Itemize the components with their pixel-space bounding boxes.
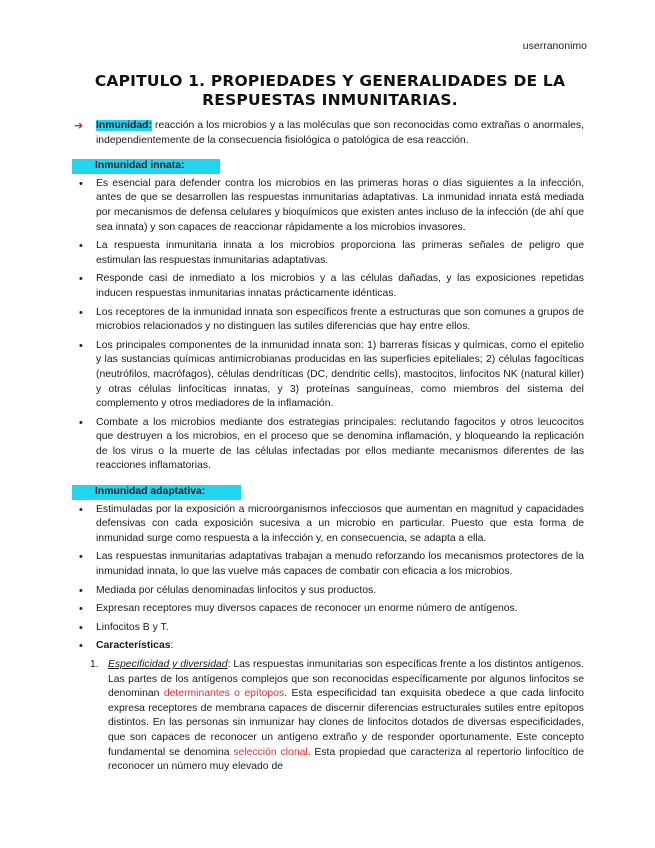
list-item [72, 272, 584, 301]
bullet-dot-icon: • [79, 339, 83, 352]
caracteristicas-label: Características [96, 640, 171, 652]
caracteristicas-list [72, 658, 584, 775]
intro-paragraph [72, 119, 584, 148]
item-term: Especificidad y diversidad [108, 659, 228, 670]
item-text-3: . Esta propiedad que caracteriza al repertorio linfocítico de reconocer un número muy elevado de [108, 746, 584, 773]
list-item [72, 584, 584, 599]
intro-term: Inmunidad: [96, 120, 152, 131]
list-item-text: Los receptores de la inmunidad innata son específicos frente a estructuras que son comunes a grupos de microbios relacionados y no distinguen las sutiles diferencias que hay entre ellos. [96, 306, 584, 333]
list-item [72, 658, 584, 775]
list-item-text: Mediada por células denominadas linfocitos y sus productos. [96, 584, 377, 596]
list-item [72, 621, 584, 636]
list-item-text: Responde casi de inmediato a los microbios y a las células dañadas, y las exposiciones repetidas inducen respuestas inmunitarias innatas prácticamente idénticas. [96, 273, 584, 299]
arrow-bullet-icon: ➜ [74, 120, 84, 132]
item-text-1: : Las respuestas inmunitarias son específicas frente a los distintos antígenos. Las partes de los antígenos complejos que son reconocidas específicamente por algunos linfocitos se denominan [108, 659, 584, 700]
list-item [72, 503, 584, 547]
document-body [72, 119, 584, 775]
bullet-dot-icon: • [79, 273, 83, 286]
item-number: 1. [90, 659, 99, 670]
caracteristicas-colon: : [170, 640, 174, 652]
adaptativa-list [72, 503, 584, 654]
list-item [72, 602, 584, 617]
adaptativa-heading: Inmunidad adaptativa: [72, 485, 241, 500]
bullet-dot-icon: • [79, 240, 83, 253]
list-item-text: Los principales componentes de la inmunidad innata son: 1) barreras físicas y químicas, como el epitelio y las sustancias químicas antimicrobianas producidas en las superficies epiteliales; 2) células fagocíticas (neutrófilos, macrófagos), células dendríticas (DC, dendritic cells), mastocitos, linfocitos NK (natural killer) y otras células linfocíticas innatas, y 3) proteínas sanguíneas, como miembros del sistema del complemento y otros mediadores de la inflamación. [96, 339, 584, 410]
list-item [72, 177, 584, 235]
bullet-dot-icon: • [79, 603, 83, 616]
bullet-dot-icon: • [79, 551, 83, 564]
bullet-dot-icon: • [79, 306, 83, 319]
intro-text: reacción a los microbios y a las moléculas que son reconocidas como extrañas o anormales, independientemente de la consecuencia fisiológica o patológica de esa reacción. [96, 120, 584, 146]
innata-list [72, 177, 584, 474]
list-item [72, 550, 584, 579]
list-item-text: La respuesta inmunitaria innata a los microbios proporciona las primeras señales de peligro que estimulan las respuestas inmunitarias adaptativas. [96, 240, 584, 266]
list-item-text: Estimuladas por la exposición a microorganismos infecciosos que aumentan en magnitud y capacidades defensivas con cada exposición sucesiva a un microbio en particular. Puesto que esta forma de inmunidad surge como respuesta a la infección y, en consecuencia, se adapta a ella. [96, 503, 584, 544]
bullet-dot-icon: • [79, 503, 83, 516]
adaptativa-section [72, 485, 584, 775]
list-item [72, 416, 584, 474]
list-item [72, 306, 584, 335]
list-item-text: Combate a los microbios mediante dos estrategias principales: reclutando fagocitos y otros leucocitos que destruyen a los microbios, en el proceso que se denomina inflamación, y bloqueando la replicación de los virus o la muerte de las células infectadas por ellos mediante mecanismos diferentes de las reacciones inflamatorias. [96, 416, 584, 472]
bullet-dot-icon: • [79, 416, 83, 429]
list-item-text: Expresan receptores muy diversos capaces de reconocer un enorme número de antígenos. [96, 603, 518, 615]
list-item-text: Linfocitos B y T. [96, 621, 169, 633]
list-item [72, 339, 584, 412]
item-text-2: . Esta especificidad tan exquisita obedece a que cada linfocito expresa receptores de membrana capaces de discernir diferencias estructurales sutiles entre epítopos distintos. En las personas sin inmunizar hay clones de linfocitos dotados de diversas especificidades, que son capaces de reconocer un antígeno extraño y de responder oportunamente. Este concepto fundamental se denomina [108, 688, 584, 758]
innata-section [72, 159, 584, 474]
list-item [72, 639, 584, 654]
innata-heading: Inmunidad innata: [72, 159, 220, 174]
bullet-dot-icon: • [79, 621, 83, 634]
bullet-dot-icon: • [79, 177, 83, 190]
username-label: userranonimo [522, 40, 587, 52]
bullet-dot-icon: • [79, 584, 83, 597]
red-term-epitopos: determinantes o epítopos [163, 688, 285, 700]
bullet-dot-icon: • [79, 640, 83, 653]
list-item-text: Las respuestas inmunitarias adaptativas trabajan a menudo reforzando los mecanismos protectores de la inmunidad innata, lo que las vuelve más capaces de combatir con eficacia a los microbios. [96, 551, 584, 578]
list-item-text: Es esencial para defender contra los microbios en las primeras horas o días siguientes a la infección, antes de que se desarrollen las respuestas inmunitarias adaptativas. La inmunidad innata está mediada por mecanismos de defensa celulares y bioquímicos que existen antes incluso de la infección (de ahí que sea innata) y son capaces de reaccionar rápidamente a los microbios invasores. [96, 177, 584, 233]
page-title: CAPITULO 1. PROPIEDADES Y GENERALIDADES DE LA RESPUESTAS INMUNITARIAS. [94, 72, 566, 109]
red-term-seleccion-clonal: selección clonal [233, 746, 308, 758]
list-item [72, 239, 584, 268]
